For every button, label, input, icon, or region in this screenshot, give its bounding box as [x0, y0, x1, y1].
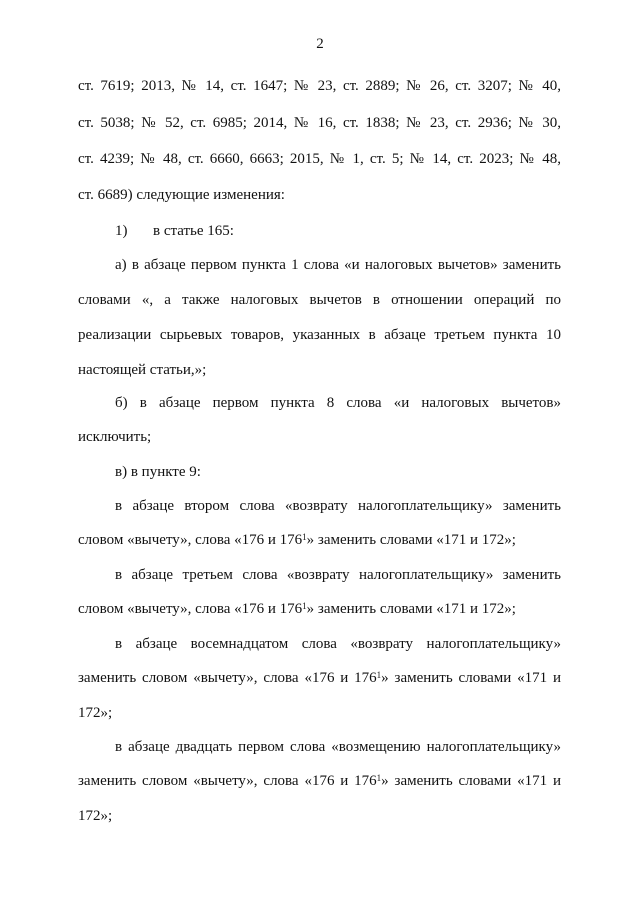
- subparagraph-line: заменить словом «вычету», слова «176 и $176^1$» заменить словами «171 и: [78, 670, 561, 686]
- text-line: ст. 5038; № 52, ст. 6985; 2014, № 16, ст. 1838; № 23, ст. 2936; № 30,: [78, 115, 561, 131]
- paragraph-b-line: б) в абзаце первом пункта 8 слова «и налоговых вычетов»: [115, 395, 561, 411]
- page-number: 2: [316, 36, 324, 52]
- paragraph-a-line: реализации сырьевых товаров, указанных в абзаце третьем пункта 10: [78, 327, 561, 343]
- subparagraph-line: в абзаце восемнадцатом слова «возврату налогоплательщику»: [115, 636, 561, 652]
- item-number: 1): [115, 223, 128, 239]
- subparagraph-line: 172»;: [78, 808, 113, 824]
- subparagraph-line: словом «вычету», слова «176 и $176^1$» заменить словами «171 и 172»;: [78, 601, 516, 617]
- paragraph-v-line: в) в пункте 9:: [115, 464, 201, 480]
- subparagraph-line: словом «вычету», слова «176 и $176^1$» заменить словами «171 и 172»;: [78, 532, 516, 548]
- subparagraph-line: в абзаце третьем слова «возврату налогоплательщику» заменить: [115, 567, 561, 583]
- paragraph-b-line: исключить;: [78, 429, 152, 445]
- paragraph-a-line: а) в абзаце первом пункта 1 слова «и налоговых вычетов» заменить: [115, 257, 561, 273]
- subparagraph-line: в абзаце двадцать первом слова «возмещению налогоплательщику»: [115, 739, 561, 755]
- subparagraph-line: заменить словом «вычету», слова «176 и $176^1$» заменить словами «171 и: [78, 773, 561, 789]
- subparagraph-line: в абзаце втором слова «возврату налогоплательщику» заменить: [115, 498, 561, 514]
- text-line: ст. 4239; № 48, ст. 6660, 6663; 2015, № 1, ст. 5; № 14, ст. 2023; № 48,: [78, 151, 561, 167]
- paragraph-a-line: словами «, а также налоговых вычетов в отношении операций по: [78, 292, 561, 308]
- paragraph-a-line: настоящей статьи,»;: [78, 362, 207, 378]
- text-line: ст. 7619; 2013, № 14, ст. 1647; № 23, ст. 2889; № 26, ст. 3207; № 40,: [78, 78, 561, 94]
- subparagraph-line: 172»;: [78, 705, 113, 721]
- item-text: в статье 165:: [153, 223, 234, 239]
- text-line: ст. 6689) следующие изменения:: [78, 187, 285, 203]
